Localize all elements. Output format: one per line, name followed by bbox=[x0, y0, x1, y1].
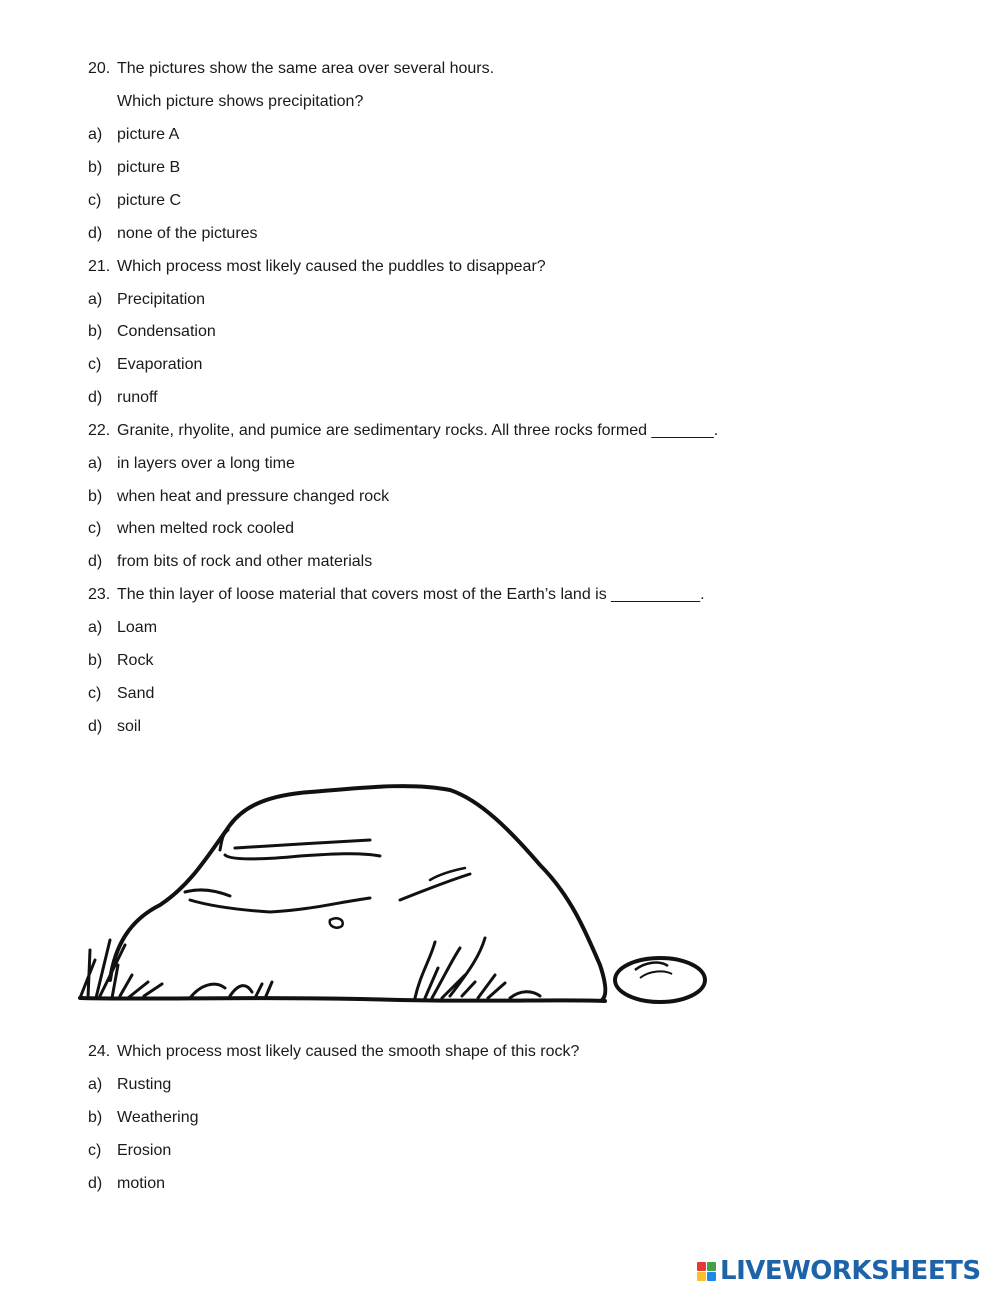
option-letter: a) bbox=[88, 619, 103, 636]
brand-name: LIVEWORKSHEETS bbox=[720, 1256, 981, 1286]
option-letter: d) bbox=[88, 718, 103, 735]
option-text: none of the pictures bbox=[117, 225, 258, 242]
option-text: runoff bbox=[117, 389, 158, 406]
option-letter: a) bbox=[88, 1076, 103, 1093]
option-letter: a) bbox=[88, 455, 103, 472]
logo-blocks-icon bbox=[697, 1262, 716, 1281]
option-letter: c) bbox=[88, 520, 102, 537]
option-text: Condensation bbox=[117, 323, 216, 340]
rock-illustration-icon bbox=[70, 770, 720, 1015]
question-number: 23. bbox=[88, 586, 111, 603]
option-letter: d) bbox=[88, 553, 103, 570]
option-text: when heat and pressure changed rock bbox=[117, 488, 390, 505]
option-text: picture C bbox=[117, 192, 182, 209]
option-letter: d) bbox=[88, 225, 103, 242]
question-number: 24. bbox=[88, 1043, 111, 1060]
option-text: picture A bbox=[117, 126, 180, 143]
option-text: Erosion bbox=[117, 1142, 172, 1159]
question-prompt: Granite, rhyolite, and pumice are sedimentary rocks. All three rocks formed _______. bbox=[117, 422, 719, 439]
option-letter: b) bbox=[88, 1109, 103, 1126]
option-text: when melted rock cooled bbox=[117, 520, 294, 537]
option-text: picture B bbox=[117, 159, 181, 176]
question-prompt: Which process most likely caused the smooth shape of this rock? bbox=[117, 1043, 580, 1060]
question-number: 22. bbox=[88, 422, 111, 439]
question-number: 20. bbox=[88, 60, 111, 77]
option-text: Loam bbox=[117, 619, 158, 636]
option-letter: d) bbox=[88, 1175, 103, 1192]
question-prompt: The thin layer of loose material that covers most of the Earth’s land is __________. bbox=[117, 586, 705, 603]
option-letter: b) bbox=[88, 488, 103, 505]
option-letter: b) bbox=[88, 652, 103, 669]
option-letter: c) bbox=[88, 356, 102, 373]
option-text: Sand bbox=[117, 685, 155, 702]
liveworksheets-logo[interactable] bbox=[697, 1256, 981, 1286]
option-text: motion bbox=[117, 1175, 166, 1192]
option-text: Weathering bbox=[117, 1109, 199, 1126]
option-text: in layers over a long time bbox=[117, 455, 295, 472]
option-text: Evaporation bbox=[117, 356, 203, 373]
option-text: Rock bbox=[117, 652, 154, 669]
option-letter: c) bbox=[88, 685, 102, 702]
question-prompt-2: Which picture shows precipitation? bbox=[117, 93, 364, 110]
option-text: soil bbox=[117, 718, 142, 735]
option-letter: c) bbox=[88, 192, 102, 209]
option-letter: b) bbox=[88, 159, 103, 176]
question-number: 21. bbox=[88, 258, 111, 275]
question-prompt: Which process most likely caused the puddles to disappear? bbox=[117, 258, 546, 275]
option-letter: d) bbox=[88, 389, 103, 406]
question-prompt: The pictures show the same area over several hours. bbox=[117, 60, 495, 77]
option-text: Precipitation bbox=[117, 291, 206, 308]
option-text: Rusting bbox=[117, 1076, 172, 1093]
option-letter: a) bbox=[88, 291, 103, 308]
option-text: from bits of rock and other materials bbox=[117, 553, 373, 570]
option-letter: c) bbox=[88, 1142, 102, 1159]
option-letter: b) bbox=[88, 323, 103, 340]
option-letter: a) bbox=[88, 126, 103, 143]
